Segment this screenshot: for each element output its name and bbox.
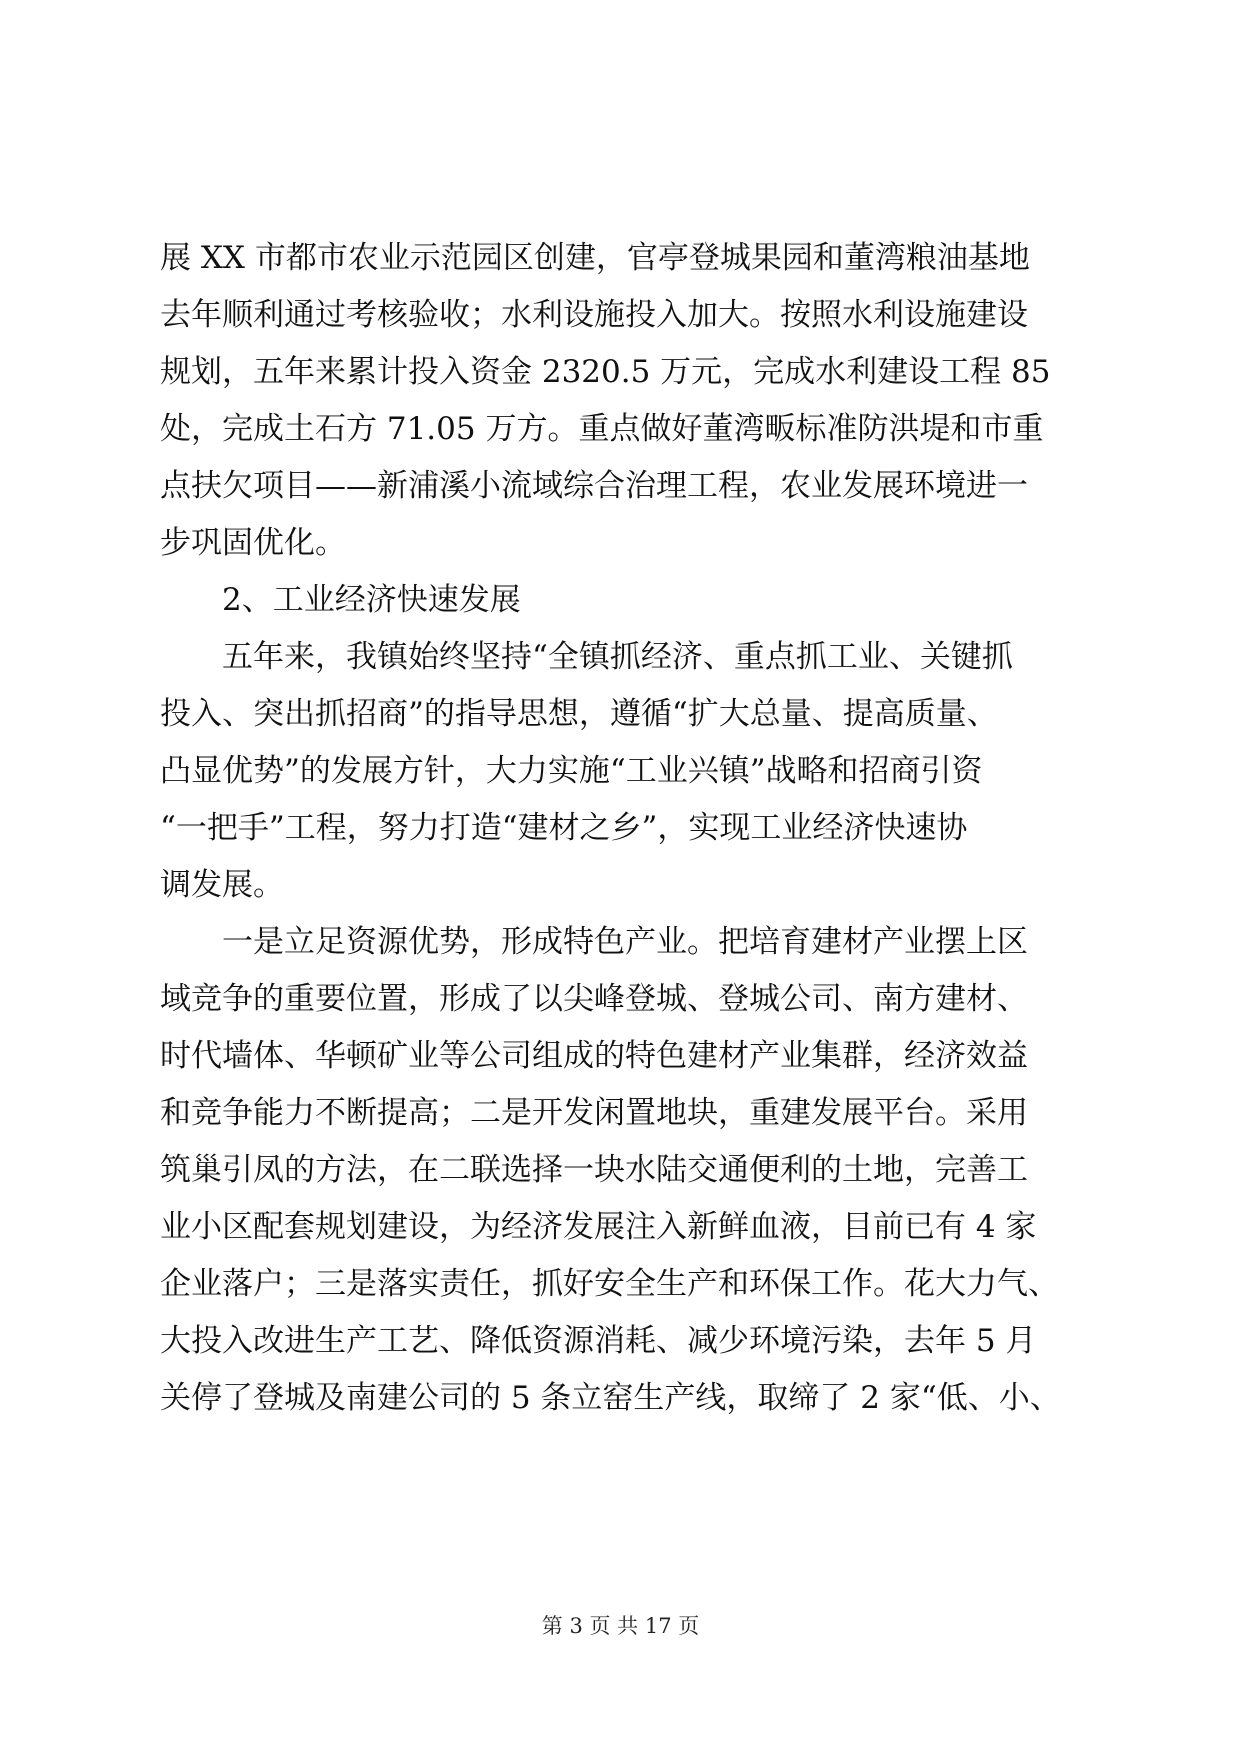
text-line: 展 XX 市都市农业示范园区创建，官亭登城果园和董湾粮油基地 — [160, 240, 1030, 276]
text-line: 一是立足资源优势，形成特色产业。把培育建材产业摆上区 — [222, 924, 1028, 960]
text-line: 步巩固优化。 — [160, 525, 346, 561]
text-line: 企业落户；三是落实责任，抓好安全生产和环保工作。花大力气、 — [160, 1266, 1059, 1302]
text-line: 筑巢引凤的方法，在二联选择一块水陆交通便利的土地，完善工 — [160, 1152, 1028, 1188]
text-line: 关停了登城及南建公司的 5 条立窑生产线，取缔了 2 家“低、小、 — [160, 1380, 1061, 1416]
text-line: 大投入改进生产工艺、降低资源消耗、减少环境污染，去年 5 月 — [160, 1323, 1037, 1359]
page-number-footer: 第 3 页 共 17 页 — [541, 1614, 700, 1638]
text-line: 域竞争的重要位置，形成了以尖峰登城、登城公司、南方建材、 — [160, 981, 1028, 1017]
text-line: 处，完成土石方 71.05 万方。重点做好董湾畈标准防洪堤和市重 — [160, 411, 1044, 447]
text-line: 凸显优势”的发展方针，大力实施“工业兴镇”战略和招商引资 — [160, 753, 983, 789]
text-line: 规划，五年来累计投入资金 2320.5 万元，完成水利建设工程 85 — [160, 354, 1051, 390]
text-line: 点扶欠项目——新浦溪小流域综合治理工程，农业发展环境进一 — [160, 468, 1028, 504]
text-line: 投入、突出抓招商”的指导思想，遵循“扩大总量、提高质量、 — [160, 696, 998, 732]
text-line: 时代墙体、华顿矿业等公司组成的特色建材产业集群，经济效益 — [160, 1038, 1028, 1074]
section-heading: 2、工业经济快速发展 — [222, 582, 521, 618]
text-line: 调发展。 — [160, 867, 284, 903]
text-line: 业小区配套规划建设，为经济发展注入新鲜血液，目前已有 4 家 — [160, 1209, 1037, 1245]
text-line: 去年顺利通过考核验收；水利设施投入加大。按照水利设施建设 — [160, 297, 1028, 333]
text-line: “一把手”工程，努力打造“建材之乡”，实现工业经济快速协 — [160, 810, 968, 846]
text-line: 和竞争能力不断提高；二是开发闲置地块，重建发展平台。采用 — [160, 1095, 1028, 1131]
text-line: 五年来，我镇始终坚持“全镇抓经济、重点抓工业、关键抓 — [222, 639, 1013, 675]
